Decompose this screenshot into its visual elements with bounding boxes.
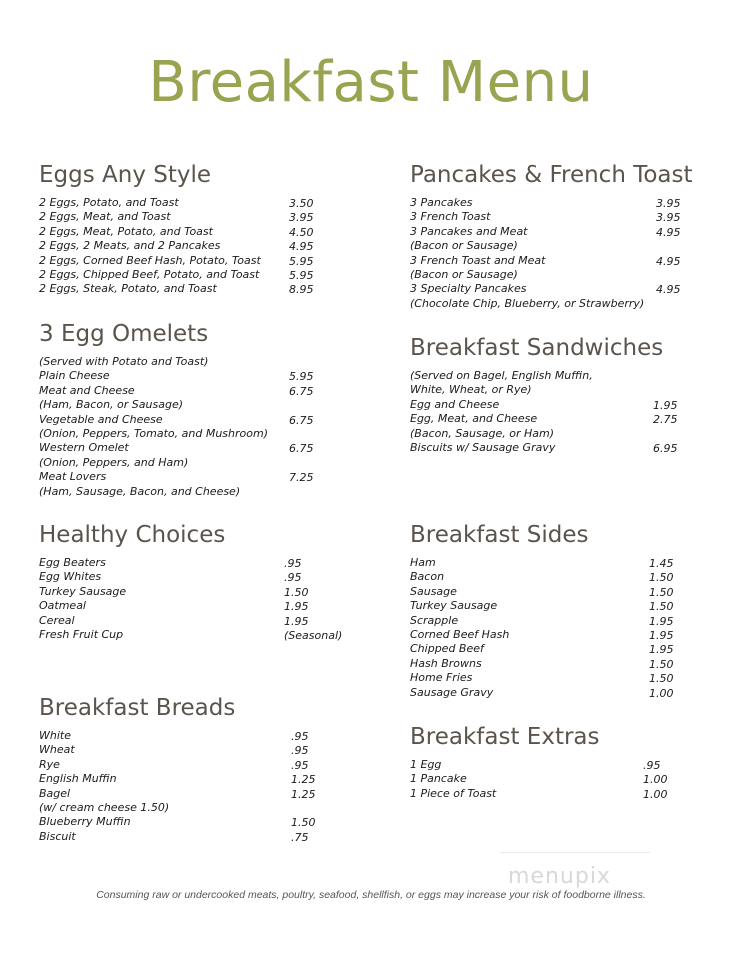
menu-item (410, 254, 693, 268)
menu-item (39, 441, 314, 456)
item-price: 1.00 (643, 787, 668, 801)
watermark-logo: menupix (508, 864, 611, 889)
menu-item (39, 369, 314, 384)
item-name: Egg Beaters (39, 556, 106, 569)
item-name: (Bacon, Sausage, or Ham) (410, 426, 554, 440)
menu-item (39, 253, 314, 268)
menu-item (410, 225, 693, 239)
item-price: 3.95 (656, 197, 681, 210)
item-name: Egg and Cheese (410, 397, 500, 411)
menu-item (39, 772, 316, 787)
item-name: (Onion, Peppers, and Ham) (39, 455, 189, 469)
item-name: Scrapple (410, 613, 459, 627)
item-list (410, 369, 678, 455)
item-list (39, 355, 314, 499)
item-name: 2 Eggs, Chipped Beef, Potato, and Toast (39, 267, 260, 281)
item-name: Oatmeal (39, 599, 86, 613)
item-price: 1.25 (291, 787, 316, 801)
menu-item (39, 743, 309, 758)
section-omelets (39, 321, 314, 499)
item-price: 1.95 (284, 614, 309, 628)
menu-item (39, 556, 302, 570)
item-price: 1.95 (649, 628, 674, 642)
item-name: Sausage Gravy (410, 685, 494, 699)
item-price: .95 (284, 571, 302, 585)
item-name: (Onion, Peppers, Tomato, and Mushroom) (39, 426, 268, 440)
menu-item (410, 297, 693, 311)
item-price: 4.95 (656, 254, 681, 268)
section-heading: Healthy Choices (39, 522, 226, 548)
section-heading: Breakfast Extras (410, 724, 600, 750)
item-name: (Chocolate Chip, Blueberry, or Strawberry) (410, 296, 645, 310)
menu-item (39, 398, 268, 412)
item-name: White (39, 729, 71, 742)
item-price: 4.50 (289, 225, 314, 239)
item-price: 1.95 (653, 398, 678, 412)
item-price: .95 (291, 730, 309, 743)
item-price: 1.50 (649, 657, 674, 671)
item-price: .75 (291, 830, 309, 844)
item-name: 3 Specialty Pancakes (410, 282, 527, 296)
menu-item (410, 584, 674, 599)
item-price: 1.95 (284, 600, 309, 614)
item-name: Bagel (39, 786, 71, 800)
item-price: 1.45 (649, 557, 674, 570)
menu-item (39, 456, 268, 470)
item-name: (w/ cream cheese 1.50) (39, 800, 170, 814)
menu-item (39, 196, 314, 210)
item-price: .95 (291, 744, 309, 758)
item-list (39, 196, 314, 297)
item-name: Ham (410, 556, 436, 569)
menu-item (39, 613, 309, 628)
menu-item (39, 239, 314, 254)
item-name: 3 Pancakes and Meat (410, 224, 528, 238)
menu-item (39, 729, 309, 743)
item-name: (Served on Bagel, English Muffin, (410, 369, 593, 382)
section-heading: Pancakes & French Toast (410, 162, 693, 188)
item-name: 3 Pancakes (410, 196, 473, 209)
menu-item (39, 485, 268, 499)
item-name: Bacon (410, 570, 445, 584)
menu-item (39, 757, 309, 772)
menu-item (39, 267, 314, 282)
item-price: 5.95 (289, 254, 314, 268)
item-price: 1.50 (649, 672, 674, 686)
menu-item (410, 556, 674, 570)
item-price: 1.00 (643, 773, 668, 787)
menu-item (410, 772, 668, 787)
item-name: 3 French Toast (410, 210, 491, 224)
item-name: 1 Egg (410, 758, 442, 771)
section-extras (410, 724, 668, 801)
item-price: 2.75 (653, 413, 678, 427)
item-price: 8.95 (289, 283, 314, 297)
menu-item (410, 282, 693, 296)
item-name: Rye (39, 757, 60, 771)
item-name: Home Fries (410, 671, 473, 685)
menu-item (39, 801, 235, 815)
section-heading: Breakfast Sandwiches (410, 335, 664, 361)
section-healthy (39, 522, 343, 642)
item-name: White, Wheat, or Rye) (410, 383, 532, 397)
menu-item (39, 570, 302, 585)
item-name: Western Omelet (39, 441, 129, 455)
item-price: 3.95 (656, 211, 681, 225)
menu-item (410, 613, 674, 628)
menu-item (39, 210, 314, 225)
menu-item (39, 829, 309, 844)
menu-item (39, 627, 343, 642)
item-price: .95 (284, 557, 302, 570)
item-name: 1 Pancake (410, 772, 467, 786)
item-name: 2 Eggs, Steak, Potato, and Toast (39, 282, 217, 296)
item-name: (Ham, Bacon, or Sausage) (39, 398, 183, 412)
foodborne-illness-disclaimer: Consuming raw or undercooked meats, poultry, seafood, shellfish, or eggs may increase your risk of foodborne illness. (96, 889, 646, 901)
section-heading: 3 Egg Omelets (39, 321, 209, 347)
item-price: 7.25 (289, 471, 314, 485)
section-breads (39, 695, 316, 844)
item-price: 1.50 (649, 571, 674, 585)
item-price: 4.95 (289, 240, 314, 254)
item-list (410, 556, 674, 700)
item-price: 6.95 (653, 441, 678, 455)
section-pancakes (410, 162, 693, 311)
item-name: 2 Eggs, Meat, Potato, and Toast (39, 224, 213, 238)
section-sides (410, 522, 674, 700)
item-price: 1.25 (291, 773, 316, 787)
item-price: 1.50 (649, 600, 674, 614)
menu-item (39, 282, 314, 297)
menu-item (410, 369, 663, 383)
item-name: Meat and Cheese (39, 383, 135, 397)
item-name: English Muffin (39, 772, 117, 786)
item-name: 2 Eggs, Corned Beef Hash, Potato, Toast (39, 253, 261, 267)
item-name: Meat Lovers (39, 470, 107, 484)
item-price: 6.75 (289, 413, 314, 427)
menu-item (410, 627, 674, 642)
item-price: 6.75 (289, 442, 314, 456)
item-name: Corned Beef Hash (410, 627, 510, 641)
item-name: Plain Cheese (39, 369, 110, 383)
item-name: Turkey Sausage (39, 584, 127, 598)
menu-item (410, 685, 674, 700)
menu-item (39, 786, 316, 801)
item-price: 4.95 (656, 225, 681, 239)
page-title: Breakfast Menu (148, 50, 594, 115)
item-price: 1.50 (284, 585, 309, 599)
section-heading: Eggs Any Style (39, 162, 212, 188)
item-price: 1.50 (649, 585, 674, 599)
item-name: Wheat (39, 743, 75, 757)
menu-item (410, 383, 663, 397)
item-name: Turkey Sausage (410, 599, 498, 613)
menu-item (410, 440, 678, 455)
item-name: Vegetable and Cheese (39, 412, 163, 426)
menu-item (39, 470, 314, 485)
item-list (410, 758, 668, 801)
item-name: (Served with Potato and Toast) (39, 355, 209, 368)
item-name: 1 Piece of Toast (410, 786, 497, 800)
item-name: 2 Eggs, Potato, and Toast (39, 196, 179, 209)
menu-item (39, 355, 268, 369)
section-eggs (39, 162, 314, 297)
item-price: 1.95 (649, 614, 674, 628)
item-price: (Seasonal) (284, 628, 343, 642)
item-name: (Bacon or Sausage) (410, 267, 518, 281)
menu-item (39, 599, 309, 614)
item-name: Egg, Meat, and Cheese (410, 412, 538, 426)
menu-item (39, 427, 268, 441)
item-price: 6.75 (289, 384, 314, 398)
section-heading: Breakfast Sides (410, 522, 589, 548)
menu-item (410, 656, 674, 671)
item-price: 1.95 (649, 643, 674, 657)
item-price: 1.50 (291, 816, 316, 830)
menu-item (410, 210, 693, 224)
menu-item (39, 224, 314, 239)
item-price: .95 (291, 758, 309, 772)
menu-item (410, 196, 693, 210)
menu-item (410, 268, 693, 282)
item-name: (Bacon or Sausage) (410, 239, 518, 253)
section-heading: Breakfast Breads (39, 695, 236, 721)
item-name: Biscuits w/ Sausage Gravy (410, 440, 556, 454)
item-name: 2 Eggs, Meat, and Toast (39, 210, 171, 224)
item-name: Blueberry Muffin (39, 815, 131, 829)
item-name: (Ham, Sausage, Bacon, and Cheese) (39, 484, 241, 498)
item-name: Cereal (39, 613, 75, 627)
item-price: .95 (643, 759, 661, 772)
item-name: 2 Eggs, 2 Meats, and 2 Pancakes (39, 239, 221, 253)
menu-item (410, 671, 674, 686)
item-name: Hash Browns (410, 656, 482, 670)
item-price: 5.95 (289, 268, 314, 282)
menu-item (410, 239, 693, 253)
menu-item (410, 642, 674, 657)
item-name: Chipped Beef (410, 642, 484, 656)
menu-item (410, 427, 663, 441)
watermark-rule (500, 852, 650, 853)
item-list (39, 556, 343, 642)
item-name: Biscuit (39, 829, 76, 843)
menu-item (410, 786, 668, 801)
menu-item (39, 412, 314, 427)
item-name: Sausage (410, 584, 457, 598)
item-price: 1.00 (649, 686, 674, 700)
section-sandwiches (410, 335, 678, 455)
item-price: 5.95 (289, 370, 314, 384)
menu-item (410, 570, 674, 585)
item-list (410, 196, 693, 311)
menu-item (410, 397, 678, 412)
item-name: Egg Whites (39, 570, 102, 584)
menu-item (410, 758, 661, 772)
menu-item (410, 412, 678, 427)
menu-item (39, 383, 314, 398)
menu-item (39, 815, 316, 830)
item-price: 3.95 (289, 211, 314, 225)
item-price: 3.50 (289, 197, 314, 210)
menu-item (410, 599, 674, 614)
item-list (39, 729, 316, 844)
item-price: 4.95 (656, 283, 681, 297)
menu-item (39, 584, 309, 599)
item-name: Fresh Fruit Cup (39, 627, 124, 641)
item-name: 3 French Toast and Meat (410, 253, 546, 267)
